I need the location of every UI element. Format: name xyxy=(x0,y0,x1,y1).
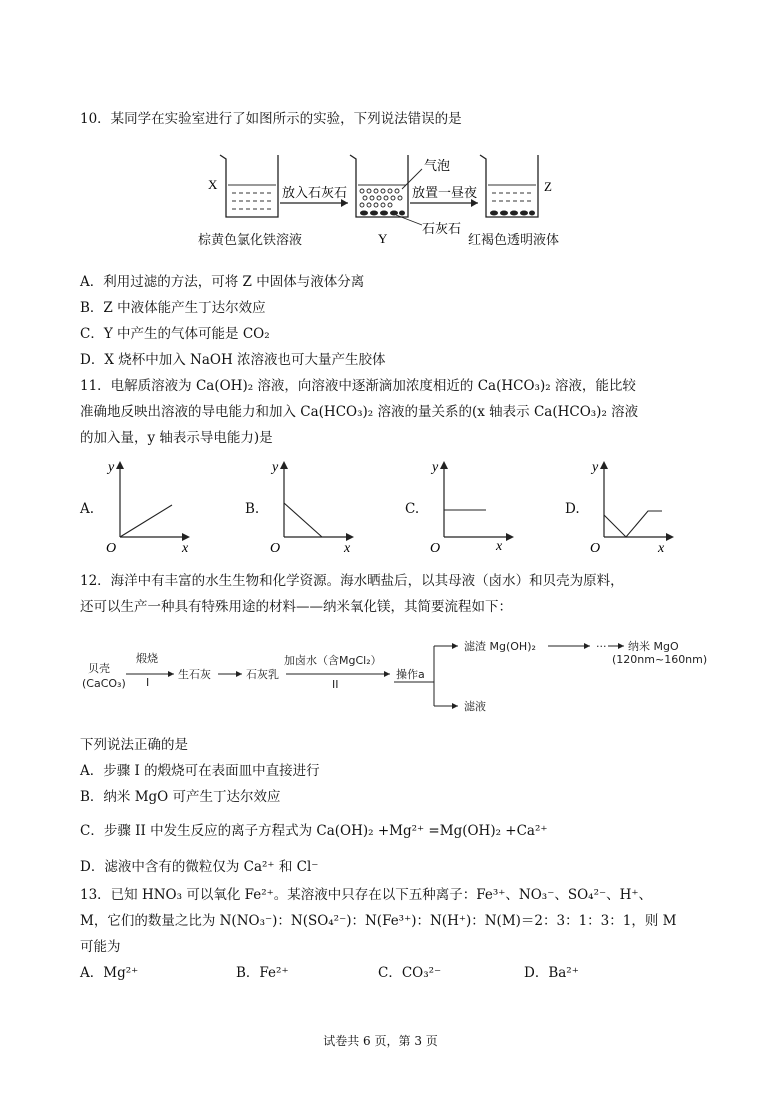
q10-stem: 10．某同学在实验室进行了如图所示的实验，下列说法错误的是 xyxy=(80,111,462,127)
flow-step1-top: 煅烧 xyxy=(136,652,158,665)
flow-dots: ··· xyxy=(596,640,607,653)
flow-step2-top: 加卤水（含MgCl₂） xyxy=(284,654,382,667)
graph-d xyxy=(588,455,683,555)
graph-b xyxy=(268,455,363,555)
arrow2-label: 放置一昼夜 xyxy=(412,186,478,201)
flow-step1-bottom: I xyxy=(146,676,150,689)
q12-line-2: 还可以生产一种具有特殊用途的材料——纳米氧化镁，其简要流程如下： xyxy=(80,599,512,615)
graph-d-label: D. xyxy=(565,501,580,517)
q12-line-1: 12．海洋中有丰富的水生生物和化学资源。海水晒盐后，以其母液（卤水）和贝壳为原料， xyxy=(80,573,624,589)
graph-a-label: A. xyxy=(80,501,95,517)
page-footer: 试卷共 6 页，第 3 页 xyxy=(323,1034,438,1048)
graph-d-o: O xyxy=(590,541,601,555)
q10-option-a: A．利用过滤的方法，可将 Z 中固体与液体分离 xyxy=(80,274,365,290)
q10-option-b: B．Z 中液体能产生丁达尔效应 xyxy=(80,300,266,316)
flow-quicklime: 生石灰 xyxy=(178,668,211,681)
graph-b-y: y xyxy=(272,460,279,475)
graph-a-o: O xyxy=(106,541,117,555)
q12-option-d: D．滤液中含有的微粒仅为 Ca²⁺ 和 Cl⁻ xyxy=(80,859,319,875)
q12-prompt: 下列说法正确的是 xyxy=(80,737,188,753)
q10-option-d: D．X 烧杯中加入 NaOH 浓溶液也可大量产生胶体 xyxy=(80,352,386,368)
flow-op: 操作a xyxy=(396,668,425,681)
q13-line-3: 可能为 xyxy=(80,939,121,955)
graph-b-x: x xyxy=(344,541,351,555)
graph-d-curve xyxy=(604,511,662,537)
q10-option-c: C．Y 中产生的气体可能是 CO₂ xyxy=(80,326,270,342)
stone-label: 石灰石 xyxy=(422,222,462,237)
label-x: X xyxy=(208,177,218,192)
flow-shell-formula: (CaCO₃) xyxy=(82,677,126,690)
graph-a xyxy=(104,455,199,555)
beaker-x xyxy=(220,155,278,217)
graph-c-x: x xyxy=(496,539,503,554)
graph-d-x: x xyxy=(658,541,665,555)
q13-line-1: 13．已知 HNO₃ 可以氧化 Fe²⁺。某溶液中只存在以下五种离子：Fe³⁺、NO₃⁻、SO₄²⁻、H⁺、 xyxy=(80,887,653,903)
graph-c-o: O xyxy=(430,541,441,555)
flow-step2-bottom: II xyxy=(332,678,339,691)
q13-option-d: D．Ba²⁺ xyxy=(524,965,579,981)
label-y: Y xyxy=(378,231,388,246)
q11-line-2: 准确地反映出溶液的导电能力和加入 Ca(HCO₃)₂ 溶液的量关系的(x 轴表示 Ca(HCO₃)₂ 溶液 xyxy=(80,404,639,420)
q11-line-3: 的加入量，y 轴表示导电能力)是 xyxy=(80,430,273,446)
beaker-y xyxy=(350,155,408,217)
caption-x: 棕黄色氯化铁溶液 xyxy=(198,233,303,248)
q13-option-c: C．CO₃²⁻ xyxy=(378,965,442,981)
graph-a-y: y xyxy=(108,460,115,475)
graph-d-y: y xyxy=(592,460,599,475)
q12-option-b: B．纳米 MgO 可产生丁达尔效应 xyxy=(80,789,281,805)
graph-b-curve xyxy=(284,503,322,537)
q12-option-c: C．步骤 II 中发生反应的离子方程式为 Ca(OH)₂ +Mg²⁺ =Mg(OH)₂ +Ca²⁺ xyxy=(80,823,548,839)
flow-filtrate: 滤液 xyxy=(464,700,486,713)
flow-residue: 滤渣 Mg(OH)₂ xyxy=(464,640,536,653)
caption-z: 红褐色透明液体 xyxy=(468,233,560,248)
flow-shell: 贝壳 xyxy=(88,662,110,675)
flow-product: 纳米 MgO xyxy=(628,640,679,653)
beaker-z xyxy=(480,155,538,217)
graph-b-label: B. xyxy=(245,501,260,517)
arrow1-label: 放入石灰石 xyxy=(282,186,348,201)
bubble-label: 气泡 xyxy=(424,159,451,174)
graph-c-y: y xyxy=(432,460,439,475)
flow-size: (120nm~160nm) xyxy=(612,653,708,666)
q11-line-1: 11．电解质溶液为 Ca(OH)₂ 溶液，向溶液中逐渐滴加浓度相近的 Ca(HCO₃)₂ 溶液，能比较 xyxy=(80,378,636,394)
graph-b-o: O xyxy=(270,541,281,555)
q13-option-a: A．Mg²⁺ xyxy=(80,965,139,981)
q13-line-2: M，它们的数量之比为 N(NO₃⁻)：N(SO₄²⁻)：N(Fe³⁺)：N(H⁺)：N(M)＝2：3：1：3：1，则 M xyxy=(80,913,677,929)
flow-limemilk: 石灰乳 xyxy=(246,668,279,681)
q12-flowchart xyxy=(78,630,718,720)
q13-option-b: B．Fe²⁺ xyxy=(236,965,289,981)
label-z: Z xyxy=(544,179,552,194)
graph-c xyxy=(428,455,523,555)
graph-c-label: C. xyxy=(405,501,420,517)
q12-option-a: A．步骤 I 的煅烧可在表面皿中直接进行 xyxy=(80,763,320,779)
graph-a-curve xyxy=(120,505,172,537)
graph-a-x: x xyxy=(182,541,189,555)
